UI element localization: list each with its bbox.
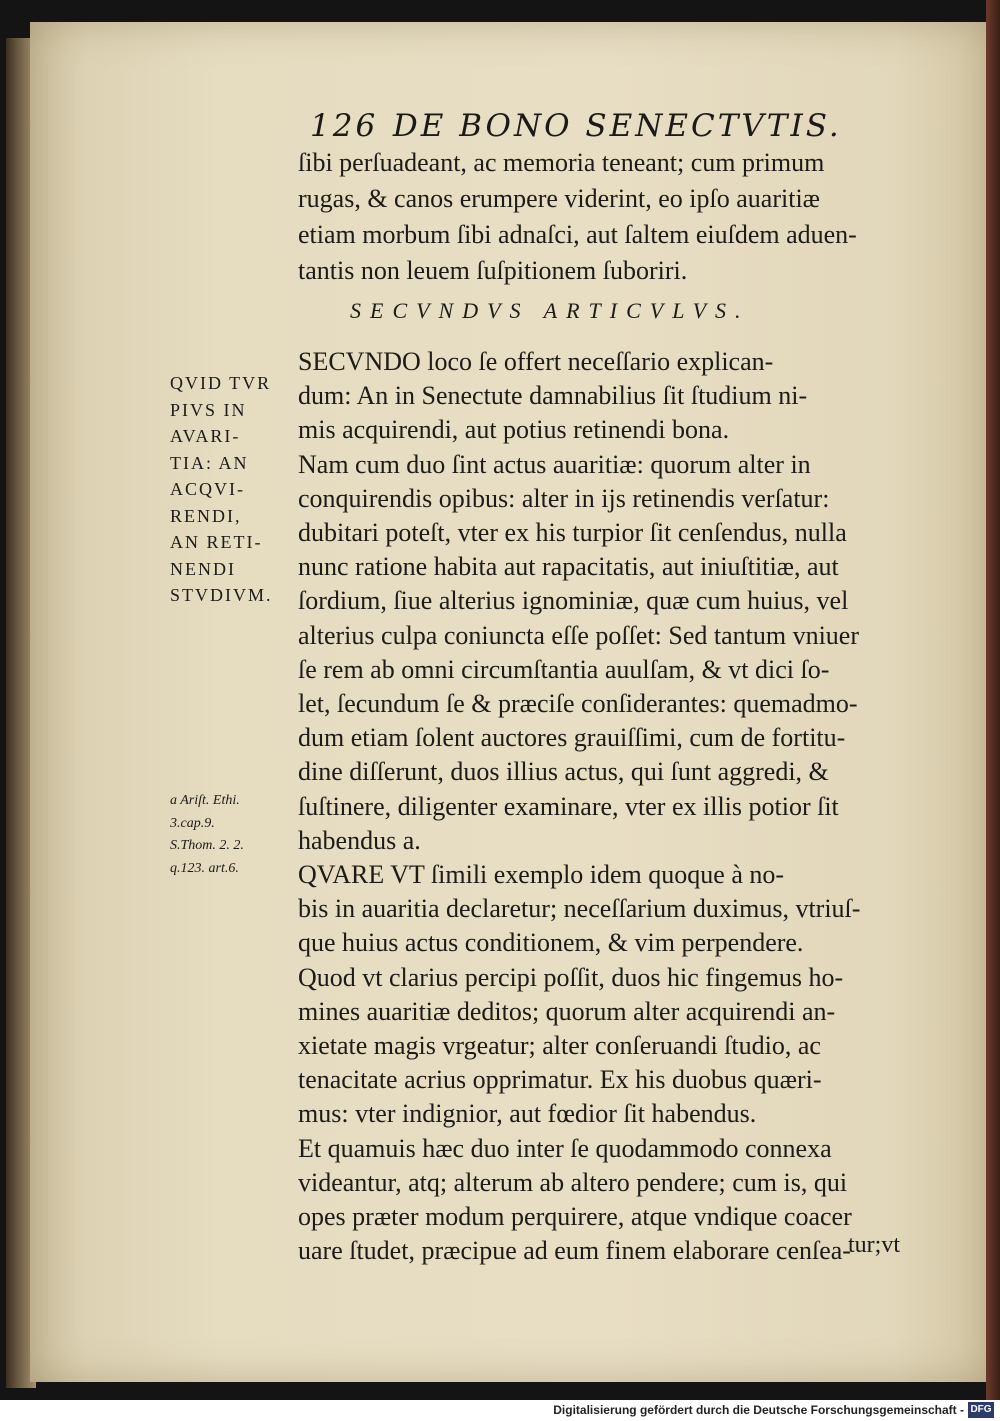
text-line: dum etiam ſolent auctores grauiſſimi, cum de fortitu- [298,723,846,753]
text-line: ſuſtinere, diligenter examinare, vter ex illis potior ſit [298,791,839,821]
text-line: QVARE VT ſimili exemplo idem quoque à no- [298,860,785,889]
text-line: Et quamuis hæc duo inter ſe quodammodo connexa [298,1133,832,1163]
text-line: xietate magis vrgeatur; alter conſeruandi ſtudio, ac [298,1031,821,1060]
text-line: mis acquirendi, aut potius retinendi bona. [298,415,730,445]
marginal-note-line: AN RETI- [170,532,263,552]
funding-notice: Digitalisierung gefördert durch die Deutsche Forschungsgemeinschaft - [553,1403,964,1417]
marginal-note-line: PIVS IN [170,399,247,420]
marginal-note-line: QVID TVR [170,373,272,393]
text-line: dum: An in Senectute damnabilius ſit ſtudium ni- [298,381,808,411]
text-line: videantur, atq; alterum ab altero pendere; cum is, qui [298,1167,848,1197]
marginal-note-line: NENDI [170,558,236,579]
text-line: mus: vter indignior, aut fœdior ſit habendus. [298,1099,757,1129]
marginal-note-line: STVDIVM. [170,585,273,605]
text-line: opes præter modum perquirere, atque vndique coacer [298,1202,852,1231]
marginal-note-line: AVARI- [170,426,241,446]
marginal-reference-line: 3.cap.9. [170,815,215,831]
marginal-reference-line: S.Thom. 2. 2. [170,838,244,853]
article-title: SECVNDVS ARTICVLVS. [350,298,750,323]
text-line: ſe rem ab omni circumſtantia auulſam, & vt dici ſo- [298,654,830,684]
running-title: DE BONO SENECTVTIS. [392,108,842,144]
cover-edge [986,0,1000,1400]
text-line: ſordium, ſiue alterius ignominiæ, quæ cum huius, vel [298,586,849,616]
marginal-note-line: ACQVI- [170,479,245,499]
text-line: bis in auaritia declaretur; neceſſarium duximus, vtriuſ- [298,894,861,924]
text-line: dubitari poteſt, vter ex his turpior ſit cenſendus, nulla [298,518,847,547]
text-line: habendus a. [298,825,421,855]
text-line: uare ſtudet, præcipue ad eum finem elaborare cenſea- [298,1236,851,1266]
marginal-reference-line: q.123. art.6. [170,860,239,876]
text-line: let, ſecundum ſe & præciſe conſiderantes: quemadmo- [298,689,858,718]
text-line: mines auaritiæ deditos; quorum alter acquirendi an- [298,996,836,1026]
text-line: tenacitate acrius opprimatur. Ex his duobus quæri- [298,1065,822,1095]
text-line: tantis non leuem ſuſpitionem ſuboriri. [298,256,688,285]
text-line: rugas, & canos erumpere viderint, eo ipſo auaritiæ [298,184,821,213]
text-line: ſibi perſuadeant, ac memoria teneant; cum primum [298,148,825,177]
text-line: etiam morbum ſibi adnaſci, aut ſaltem eiuſdem aduen- [298,220,857,249]
dfg-logo: DFG [968,1402,994,1418]
text-line: Nam cum duo ſint actus auaritiæ: quorum alter in [298,449,811,479]
text-line: SECVNDO loco ſe offert neceſſario explican- [298,347,774,376]
marginal-reference-line: a Ariſt. Ethi. [170,793,240,808]
page-number: 126 [310,108,379,144]
catchword: tur;vt [848,1232,900,1258]
text-line: que huius actus conditionem, & vim perpendere. [298,928,804,958]
marginal-note-line: RENDI, [170,505,242,526]
text-line: conquirendis opibus: alter in ijs retinendis verſatur: [298,483,830,513]
text-line: nunc ratione habita aut rapacitatis, aut iniuſtitiæ, aut [298,552,839,582]
text-line: dine diſſerunt, duos illius actus, qui ſunt aggredi, & [298,757,829,787]
text-line: Quod vt clarius percipi poſſit, duos hic fingemus ho- [298,962,844,992]
marginal-note-line: TIA: AN [170,452,249,473]
text-line: alterius culpa coniuncta eſſe poſſet: Sed tantum vniuer [298,620,859,650]
